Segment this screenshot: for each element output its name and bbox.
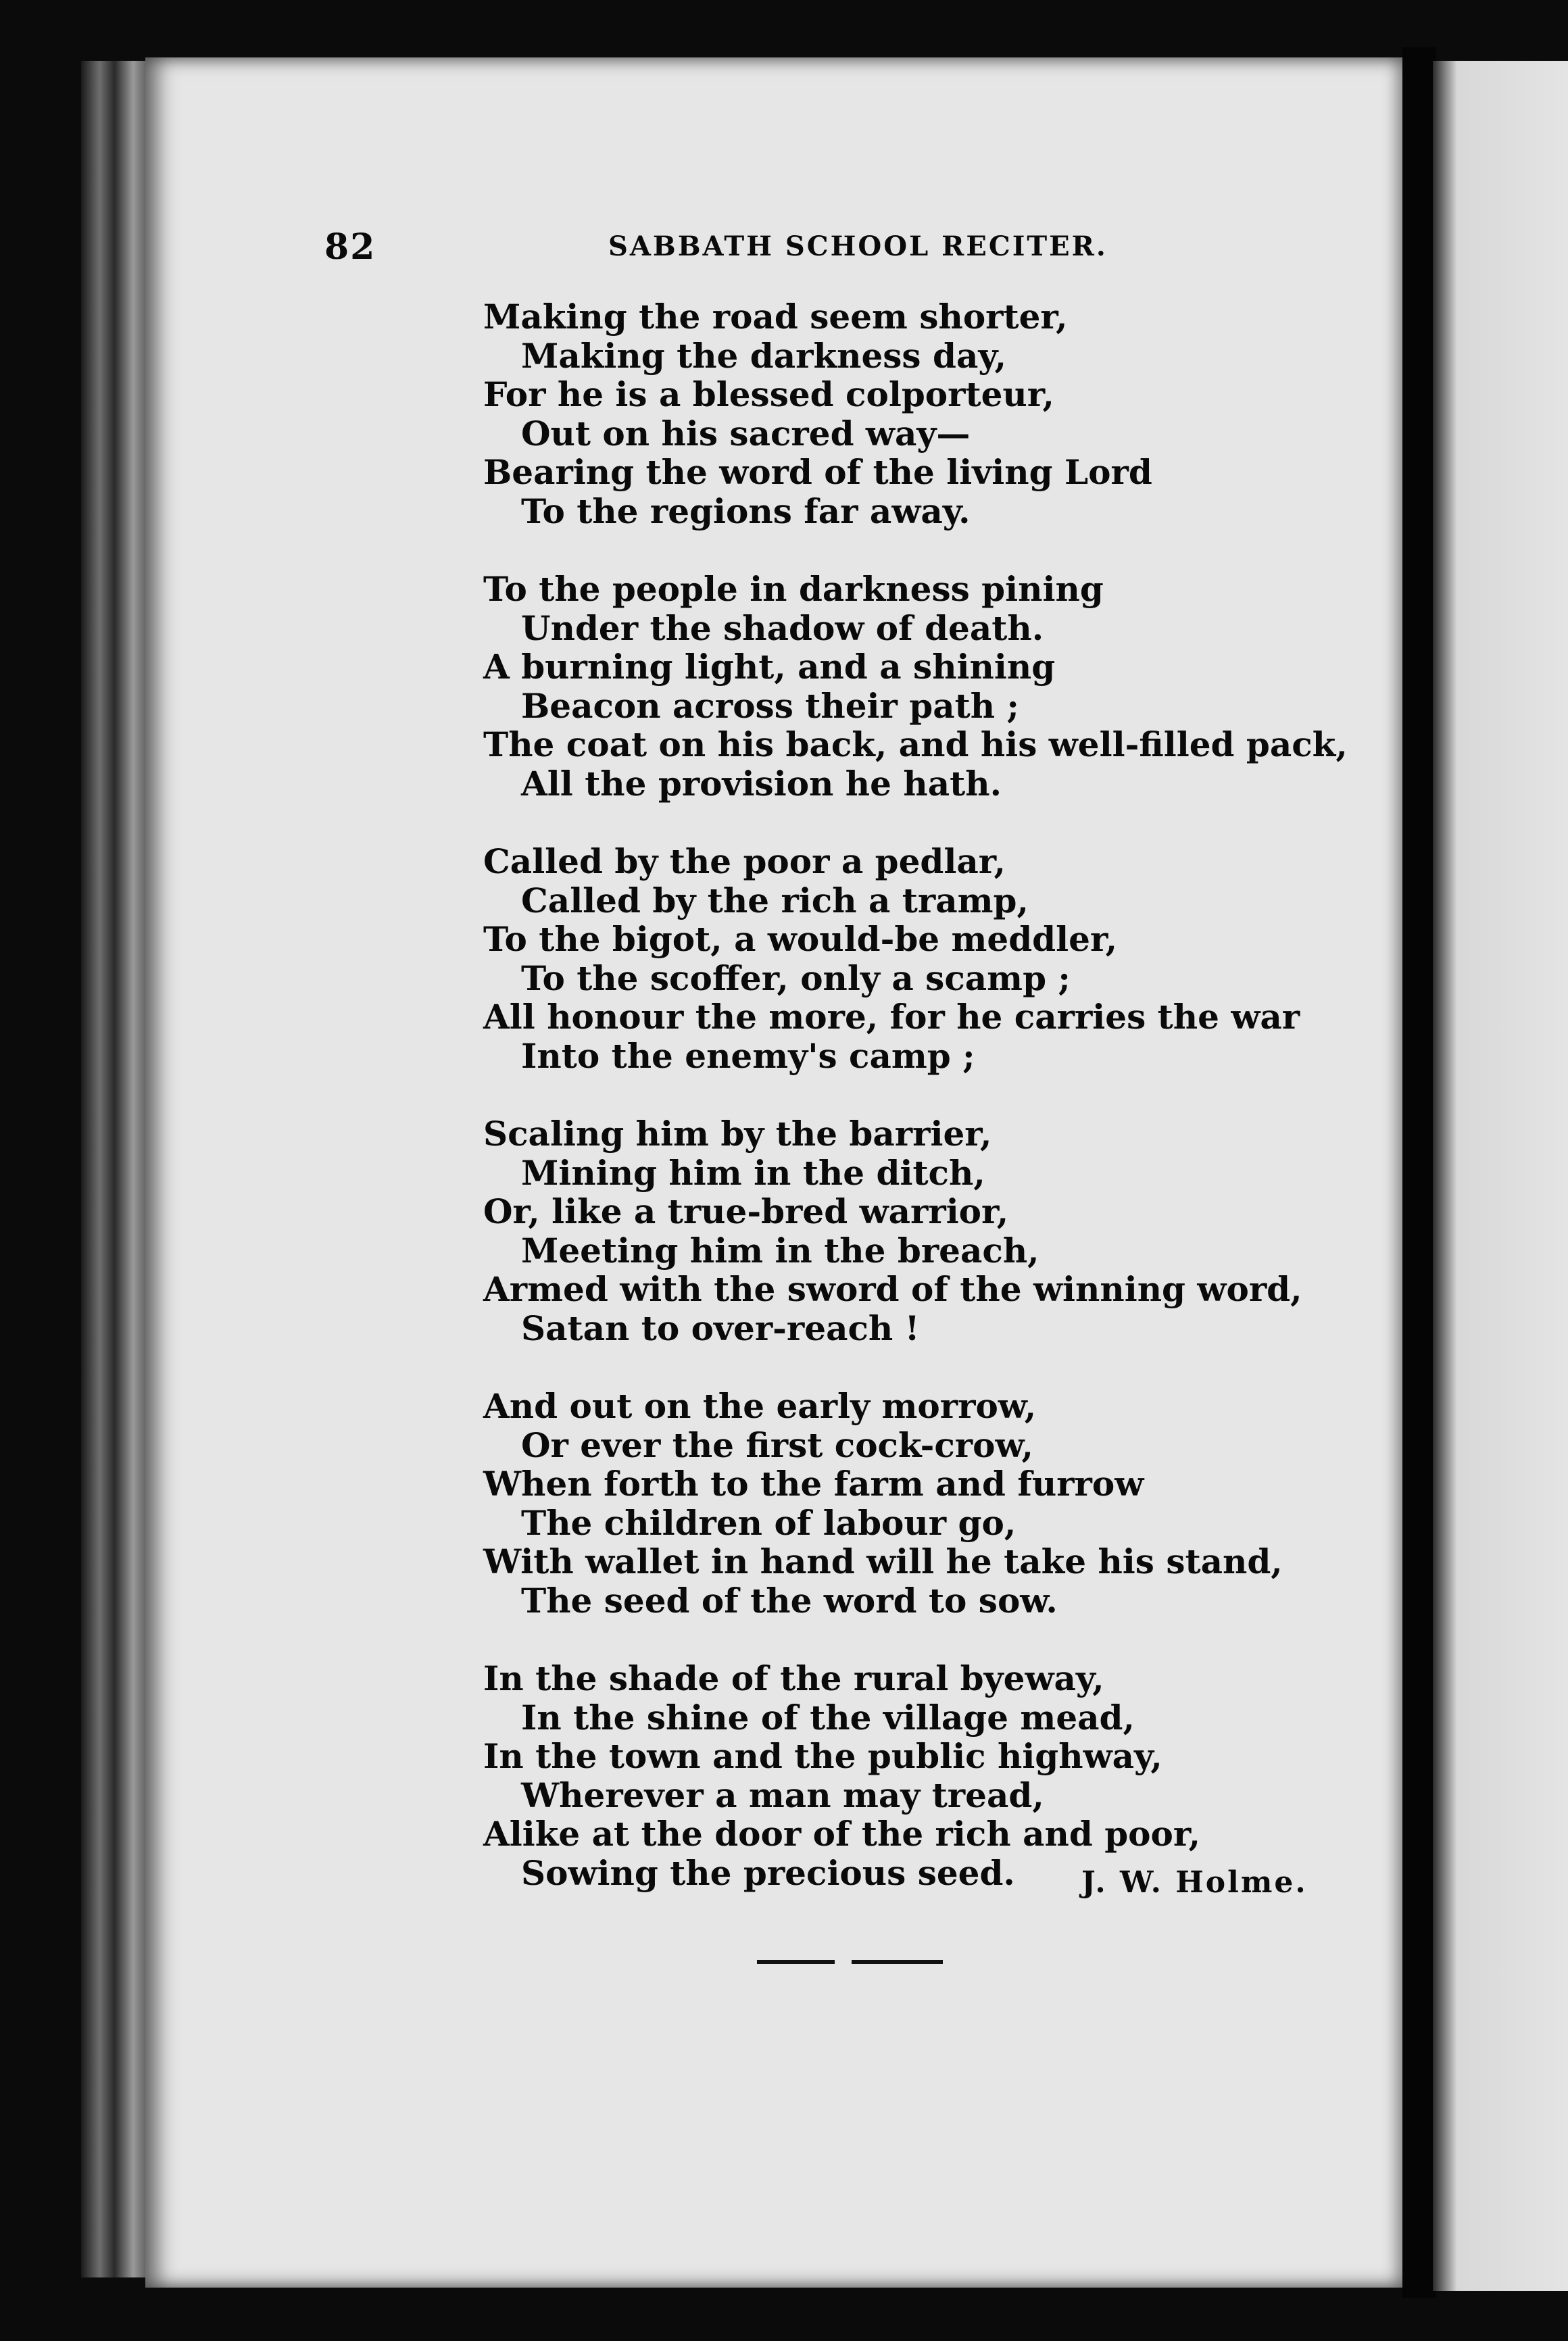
poem-line: All the provision he hath. [521, 763, 1002, 804]
poem-line: Making the road seem shorter, [483, 297, 1068, 337]
poem-line: The seed of the word to sow. [521, 1580, 1058, 1621]
poem-line: Beacon across their path ; [521, 685, 1019, 726]
stanza [483, 297, 1362, 531]
author-signature: J. W. Holme. [1081, 1865, 1308, 1900]
poem-line: Mining him in the ditch, [521, 1152, 985, 1193]
stanza [483, 1114, 1362, 1348]
book-gutter [1402, 47, 1436, 2298]
poem-line: Or ever the first cock-crow, [521, 1425, 1033, 1465]
poem-line: Scaling him by the barrier, [483, 1114, 992, 1154]
poem-line: When forth to the farm and furrow [483, 1464, 1144, 1504]
poem-line: Armed with the sword of the winning word, [483, 1269, 1302, 1309]
poem-line: The children of labour go, [521, 1502, 1016, 1543]
poem-line: Called by the poor a pedlar, [483, 841, 1006, 881]
poem-line: Called by the rich a tramp, [521, 880, 1029, 920]
poem-line: Making the darkness day, [521, 335, 1007, 376]
poem-line: In the shade of the rural byeway, [483, 1658, 1104, 1698]
poem-line: Or, like a true-bred warrior, [483, 1191, 1009, 1231]
poem-line: A burning light, and a shining [483, 647, 1056, 687]
poem-line: Bearing the word of the living Lord [483, 452, 1152, 492]
poem-line: All honour the more, for he carries the war [483, 997, 1300, 1037]
poem-line: In the town and the public highway, [483, 1736, 1162, 1776]
stanza [483, 842, 1362, 1075]
page-title: SABBATH SCHOOL RECITER. [608, 230, 1108, 262]
poem-line: To the scoffer, only a scamp ; [521, 958, 1071, 998]
poem-line: Alike at the door of the rich and poor, [483, 1814, 1200, 1854]
book-spine-edge [81, 61, 155, 2277]
poem [483, 297, 1362, 1931]
poem-line: Out on his sacred way— [521, 413, 971, 453]
poem-line: And out on the early morrow, [483, 1386, 1037, 1426]
section-divider [852, 1960, 943, 1964]
facing-page-edge [1433, 61, 1568, 2291]
stanza [483, 1659, 1362, 1892]
stanza [483, 1387, 1362, 1620]
stanza [483, 570, 1362, 803]
poem-line: The coat on his back, and his well-filled pack, [483, 724, 1348, 764]
poem-line: With wallet in hand will he take his stand, [483, 1542, 1283, 1581]
poem-line: Under the shadow of death. [521, 608, 1044, 648]
poem-line: To the regions far away. [521, 491, 971, 531]
poem-line: Satan to over-reach ! [521, 1308, 920, 1348]
running-head [324, 226, 1372, 267]
poem-line: In the shine of the village mead, [521, 1697, 1135, 1738]
poem-line: Into the enemy's camp ; [521, 1035, 975, 1076]
poem-line: For he is a blessed colporteur, [483, 374, 1054, 414]
poem-line: To the bigot, a would-be meddler, [483, 919, 1118, 959]
poem-line: To the people in darkness pining [483, 569, 1104, 609]
poem-line: Meeting him in the breach, [521, 1230, 1039, 1271]
page-number: 82 [324, 226, 376, 268]
section-divider [757, 1960, 835, 1964]
poem-line: Wherever a man may tread, [521, 1775, 1044, 1815]
poem-line: Sowing the precious seed. [521, 1852, 1015, 1893]
